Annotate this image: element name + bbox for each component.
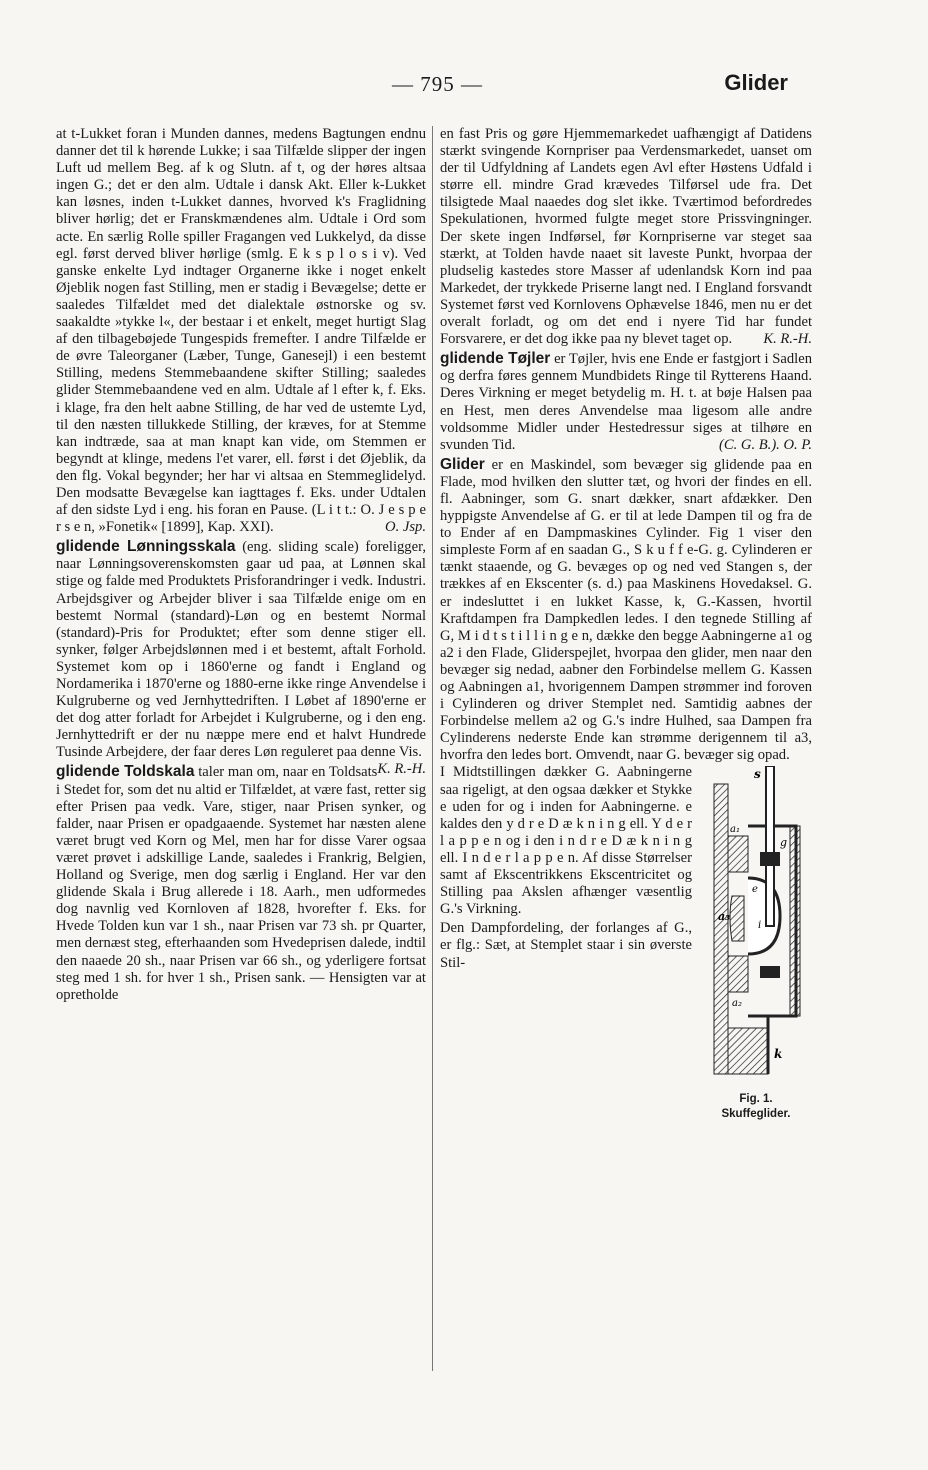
label-k: k	[774, 1047, 783, 1062]
figure-caption	[700, 1092, 812, 1122]
entry-text: taler man om, naar en Toldsats i Stedet for, som det nu altid er Tilfældet, at være fast, retter sig efter Prisen paa vedk. Vare, stiger, naar Prisen synker, og falder, naar Prisen er opadgaaende. Systemet har næsten alene været brugt ved Korn og Mel, men har for disse Varer ogsaa været prøvet i adskillige Lande, saaledes i Frankrig, Belgien, Holland og Sverige, men dog særlig i England. Her var den glidende Skala i Brug allerede i 18. Aarh., men udformedes dog navnlig ved Kornloven af 1828, hvorefter f. Eks. for Hvede Tolden kun var 1 sh., naar Prisen var 73 sh. pr Quarter, men dernæst steg, efterhaanden som Hvedeprisen dalede, indtil den naaede 20 sh., naar Prisen var 66 sh., og yderligere fortsat steg med 1 sh. for hver 1 sh., Prisen sank. — Hensigten var at opretholde	[56, 764, 426, 1003]
port-bridge-upper	[728, 836, 748, 872]
right-column	[440, 126, 812, 1130]
cylinder-wall	[714, 784, 728, 1074]
label-a2: a₂	[732, 998, 742, 1010]
steam-inlet-flange	[728, 1028, 768, 1074]
entry-toldskala	[56, 763, 426, 1003]
entry-heading: glidende Tøjler	[440, 350, 551, 368]
page-header	[0, 70, 928, 104]
label-s: s	[754, 767, 761, 782]
entry-text: er Tøjler, hvis ene Ende er fastgjort i Sadlen og derfra føres gennem Mundbidets Ringe til Rytterens Haand. Deres Virkning er meget betydelig m. H. t. at bøje Halsen paa en Hest, men deres Anvendelse maa ligesom alle andre voldsomme Midler under Hestedressur siges at tilhøre en svunden Tid.	[440, 351, 813, 453]
rod-nut-lower	[760, 966, 780, 978]
paragraph-toldskala-cont	[440, 126, 812, 348]
left-column	[56, 126, 426, 1004]
running-headword: Glider	[724, 70, 788, 95]
label-i: i	[758, 920, 762, 932]
label-e: e	[752, 884, 758, 896]
page-number: — 795 —	[392, 72, 483, 96]
chest-cover	[790, 826, 800, 1016]
caption-title: Skuffeglider.	[721, 1108, 791, 1121]
entry-toejler	[440, 350, 812, 454]
entry-text: (eng. sliding scale) foreligger, naar Lønningsoverenskomsten gaar ud paa, at Lønnen skal stige og falde med Produktets Prisforandringer i vedk. Industri. Arbejdsgiver og Arbejder bliver i saa Tilfælde enige om en bestemt Normal (standard)-Løn og en bestemt Normal (standard)-Pris for Produktet; efter som denne stiger ell. synker, følger Arbejdslønnen med i et bestemt, aftalt Forhold. Systemet kom op i 1860'erne og fandt i England og Nordamerika i 1870'erne og 1880-erne ikke ringe Anvendelse i Kulgruberne og ved Jernhyttedriften. I Løbet af 1890'erne er det dog atter forladt for Arbejdet i Kulgruberne, og i den eng. Jernhyttedrift er der nu næppe mere end et halvt Hundrede Tusinde Arbejdere, der faar deres Løn reguleret paa denne Vis.	[56, 539, 427, 761]
valve-rod	[766, 766, 774, 926]
entry-glider	[440, 456, 812, 765]
author-signature: O. Jsp.	[385, 519, 426, 536]
entry-heading: Glider	[440, 455, 485, 473]
entry-heading: glidende Toldskala	[56, 763, 195, 781]
label-a1: a₁	[730, 824, 740, 836]
author-signature: K. R.-H.	[763, 331, 812, 348]
paragraph-text: Den Dampfordeling, der forlanges af G., er flg.: Sæt, at Stemplet staar i sin øverste Stil-	[440, 920, 692, 971]
exhaust-passage	[730, 896, 744, 941]
column-divider	[432, 126, 433, 1371]
paragraph-text: I Midtstillingen dækker G. Aabningerne saa rigeligt, at den ogsaa dækker et Stykke e uden for og i inden for Aabningerne. e kaldes den y d r e D æ k n i n g ell. Y d e r l a p p e n og i den i n d r e D æ k n i n g ell. I n d e r l a p p e n. Af disse Størrelser samt af Ekscentrikkens Ekscentricitet og Stilling paa Akslen afhænger væsentlig G.'s Virkning.	[440, 764, 692, 918]
slide-valve-diagram	[700, 766, 812, 1086]
paragraph-text: en fast Pris og gøre Hjemmemarkedet uafhængigt af Datidens stærkt svingende Kornpriser paa Verdensmarkedet, uanset om der til Udfyldning af Landets egen Avl efter Høstens Udfald i større ell. mindre Grad krævedes Tilførsel ude fra. Det tilsigtede Maal naaedes dog slet ikke. Tværtimod befordredes Spekulationen, hvormed fulgte meget store Prissvingninger. Der skete ingen Indførsel, før Kornpriserne var steget saa stærkt, at Tolden havde naaet sit laveste Punkt, hvorpaa der pludselig kastedes store Masser af udenlandsk Korn ind paa Markedet, der trykkede Priserne langt ned. I England forsvandt Systemet først ved Kornlovens Ophævelse 1846, men nu er det overalt forladt, og om det end i nyere Tid har fundet Forsvarere, er det dog ikke paa ny blevet taget op.	[440, 126, 812, 348]
entry-heading: glidende Lønningsskala	[56, 538, 236, 556]
author-signature: K. R.-H.	[377, 761, 426, 778]
author-signature: (C. G. B.). O. P.	[719, 436, 812, 453]
label-g: g	[780, 836, 788, 850]
entry-text: er en Maskindel, som bevæger sig glidende paa en Flade, mod hvilken den slutter tæt, og hvori der findes en ell. fl. Aabninger, som G. snart dækker, snart afdækker. Den hyppigste Anvendelse af G. er til at lede Dampen til og fra de to Ender af en Dampmaskines Cylinder. Fig 1 viser den simpleste Form af en saadan G., S k u f f e-G. g. Cylinderen er tænkt staaende, og G. bevæges op og ned ved Stangen s, der trækkes af en Ekscenter (s. d.) paa Maskinens Hovedaksel. G. er indesluttet i en lukket Kasse, k, G.-Kassen, hvortil Kraftdampen fra Dampkedlen ledes. I den tegnede Stilling af G, M i d t s t i l l i n g e n, dække den begge Aabningerne a1 og a2 i den Flade, Gliderspejlet, hvorpaa den glider, men naar den bevæger sig nedad, aabner den Forbindelse mellem G. Kassen og Aabningen a1, hvorigennem Dampen strømmer ind foroven i Cylinderen og driver Stemplet ned. Samtidig aabnes der Forbindelse mellem a2 og G.'s indre Hulhed, saa Dampen fra Cylinderens nederste Ende kan strømme derigennem til a3, hvorfra den ledes bort. Omvendt, naar G. bevæger sig opad.	[440, 456, 812, 764]
figure-skuffeglider	[700, 766, 812, 1126]
paragraph-text: at t-Lukket foran i Munden dannes, medens Bagtungen endnu danner det til k hørende Lukke; i saa Tilfælde slipper der ingen Luft ud mellem Beg. af k og Slutn. af t, og der høres altsaa ingen G.; det er den alm. Udtale i dansk Akt. Eller k-Lukket kan løsnes, inden t-Lukket dannes, hvorved k's Fraglidning bliver hørlig; det er Franskmændenes alm. Udtale i Ord som acte. En særlig Rolle spiller Fragangen ved Lukkelyd, da disse egl. først derved bliver hørlige (smlg. E k s p l o s i v). Ved ganske enkelte Lyd indtager Organerne ikke i noget enkelt Øjeblik nogen fast Stilling, men er stadig i Bevægelse; dette er saaledes Tilfældet med det dialektale østnorske og sv. saakaldte »tykke l«, der bestaar i et enkelt, meget hurtigt Slag af den tilbagebøjede Tungespids fremefter. I andre Tilfælde er de øvre Taleorganer (Læber, Tunge, Ganesejl) i een bestemt Stilling, medens Stemmebaandene skifter Stilling; saaledes glider Stemmebaandene ved en alm. Udtale af l efter k, f. Eks. i klage, fra den helt aabne Stilling, de har ved de ustemte Lyd, til den næsten tillukkede Stilling, der kræves, for at Stemme kan indtræde, saa at man knapt kan vide, om Stemmen er begyndt at klinge, medens l'et varer, ell. først i det Øjeblik, da den flg. Vokal begynder; her har vi altsaa en Stemmeglidelyd. Den modsatte Bevægelse kan iagttages f. Eks. under Udtalen af den sidste Lyd i eng. his foran en Pause. (L i t t.: O. J e s p e r s e n, »Fonetik« [1899], Kap. XXI).	[56, 126, 426, 536]
caption-number: Fig. 1.	[739, 1093, 773, 1106]
label-a3: a₃	[718, 910, 730, 924]
port-bridge-lower	[728, 956, 748, 992]
paragraph-glidelyd	[56, 126, 426, 536]
rod-nut-upper	[760, 852, 780, 866]
